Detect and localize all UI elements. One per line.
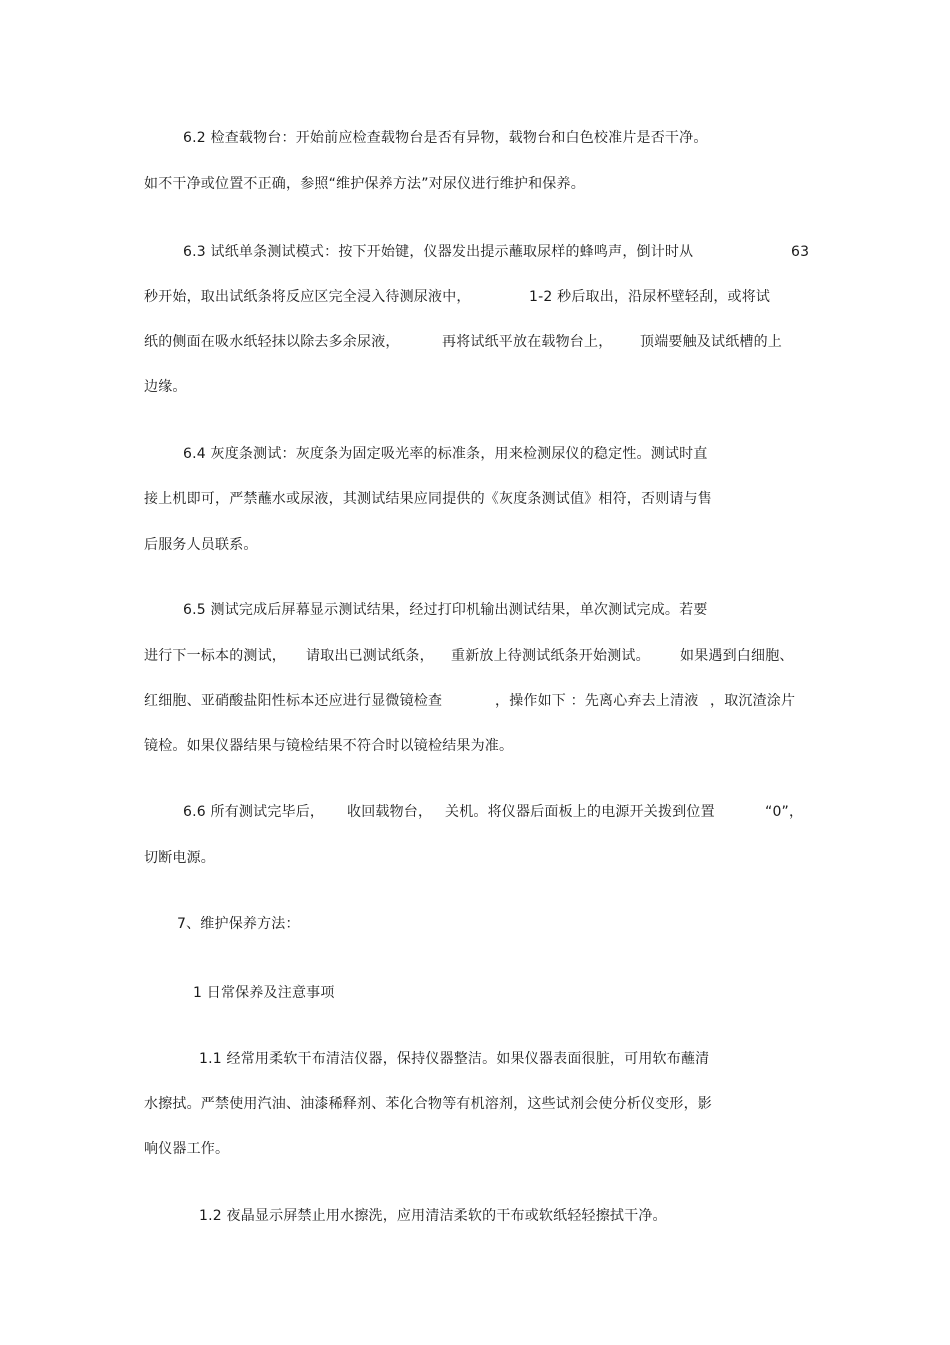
paragraph-6-5-line-2-part-c: 重新放上待测试纸条开始测试。 [451, 648, 650, 664]
paragraph-6-6-line-1-part-b: 收回载物台， [347, 804, 433, 820]
paragraph-6-5-line-3-part-c: ，取沉渣涂片 [710, 693, 796, 709]
subsection-1-heading: 1 日常保养及注意事项 [193, 985, 335, 1001]
paragraph-6-5-line-1: 6.5 测试完成后屏幕显示测试结果，经过打印机输出测试结果，单次测试完成。若要 [183, 602, 708, 618]
paragraph-6-3-line-2-part-b: 1-2 秒后取出，沿尿杯壁轻刮，或将试 [529, 289, 771, 305]
paragraph-6-3-line-1-text: 6.3 试纸单条测试模式：按下开始键，仪器发出提示蘸取尿样的蜂鸣声，倒计时从 [183, 244, 694, 260]
paragraph-6-6-line-1-part-d: “0”， [765, 804, 804, 820]
paragraph-6-5-line-2-part-d: 如果遇到白细胞、 [680, 648, 794, 664]
paragraph-6-5-line-3-part-b: ，操作如下 ：先离心弃去上清液 [495, 693, 699, 709]
paragraph-6-3-line-3-part-b: 再将试纸平放在载物台上， [442, 334, 613, 350]
paragraph-6-5-line-4: 镜检。如果仪器结果与镜检结果不符合时以镜检结果为准。 [144, 738, 514, 754]
paragraph-6-5-line-2-part-b: 请取出已测试纸条， [306, 648, 434, 664]
paragraph-6-3-line-4: 边缘。 [144, 379, 187, 395]
section-7-heading: 7、维护保养方法： [177, 916, 300, 932]
paragraph-6-3-line-3-part-c: 顶端要触及试纸槽的上 [640, 334, 782, 350]
paragraph-6-6-line-1-part-c: 关机。将仪器后面板上的电源开关拨到位置 [445, 804, 715, 820]
paragraph-6-5-line-3-part-a: 红细胞、亚硝酸盐阳性标本还应进行显微镜检查 [144, 693, 443, 709]
paragraph-6-4-line-2: 接上机即可，严禁蘸水或尿液，其测试结果应同提供的《灰度条测试值》相符，否则请与售 [144, 491, 712, 507]
paragraph-6-2-line-1: 6.2 检查载物台：开始前应检查载物台是否有异物，载物台和白色校准片是否干净。 [183, 130, 708, 146]
paragraph-1-1-line-2: 水擦拭。严禁使用汽油、油漆稀释剂、苯化合物等有机溶剂，这些试剂会使分析仪变形，影 [144, 1096, 712, 1112]
paragraph-6-5-line-2-part-a: 进行下一标本的测试， [144, 648, 286, 664]
paragraph-6-3-line-2-part-a: 秒开始，取出试纸条将反应区完全浸入待测尿液中， [144, 289, 471, 305]
paragraph-6-3-line-3-part-a: 纸的侧面在吸水纸轻抹以除去多余尿液， [144, 334, 400, 350]
paragraph-6-4-line-1: 6.4 灰度条测试：灰度条为固定吸光率的标准条，用来检测尿仪的稳定性。测试时直 [183, 446, 708, 462]
paragraph-6-2-line-2: 如不干净或位置不正确，参照“维护保养方法”对尿仪进行维护和保养。 [144, 176, 585, 192]
paragraph-6-3-line-1-number: 63 [791, 244, 810, 260]
paragraph-6-6-line-1-part-a: 6.6 所有测试完毕后， [183, 804, 325, 820]
paragraph-1-2-line-1: 1.2 夜晶显示屏禁止用水擦洗，应用清洁柔软的干布或软纸轻轻擦拭干净。 [199, 1208, 667, 1224]
paragraph-1-1-line-3: 响仪器工作。 [144, 1141, 230, 1157]
paragraph-6-4-line-3: 后服务人员联系。 [144, 537, 258, 553]
paragraph-1-1-line-1: 1.1 经常用柔软干布清洁仪器，保持仪器整洁。如果仪器表面很脏，可用软布蘸清 [199, 1051, 710, 1067]
paragraph-6-6-line-2: 切断电源。 [144, 850, 215, 866]
